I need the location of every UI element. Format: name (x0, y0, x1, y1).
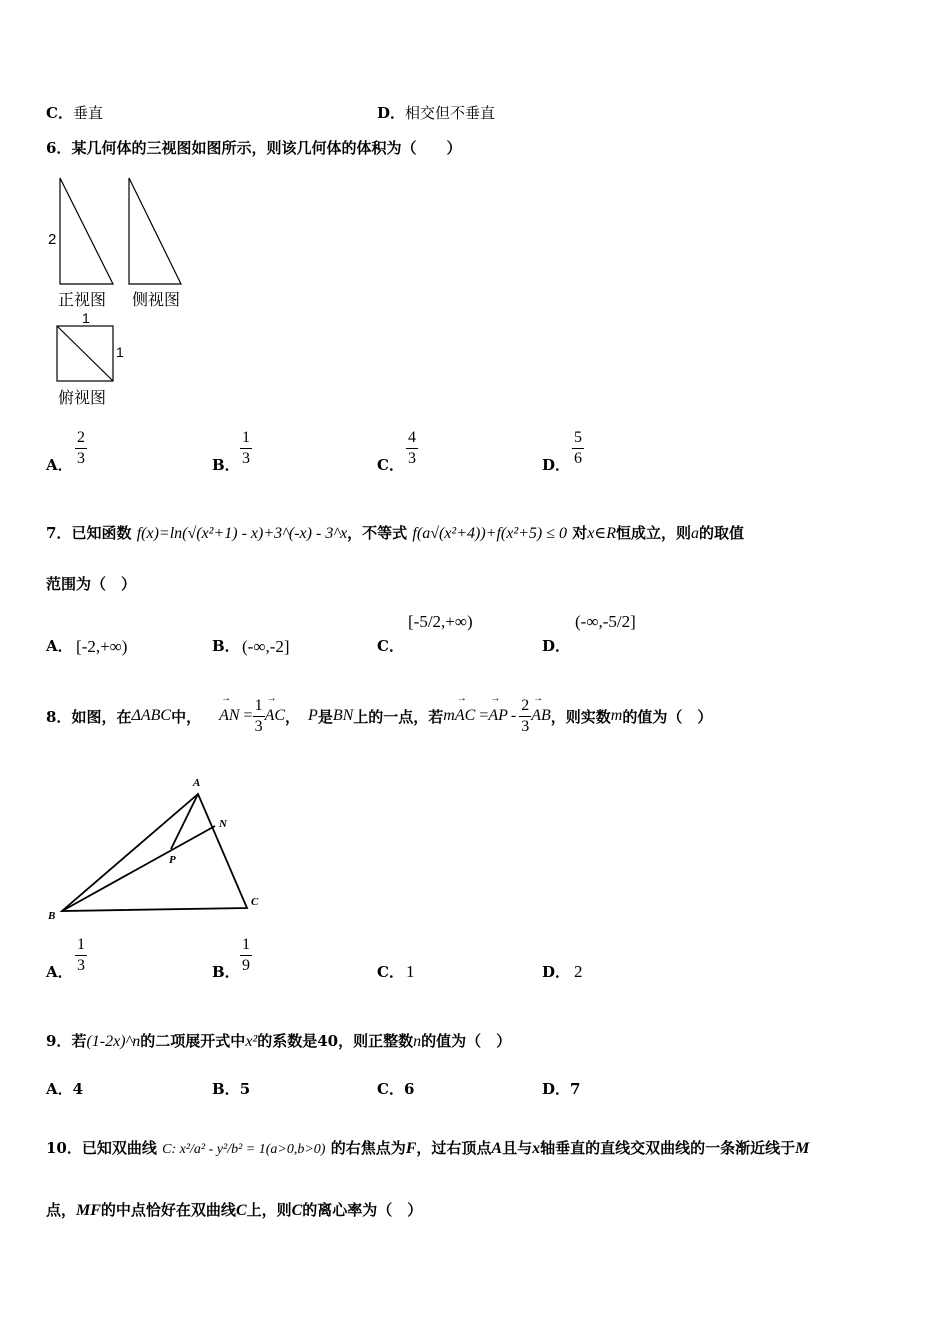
denominator: 3 (521, 717, 530, 735)
q7-option-d-value: (-∞,-5/2] (575, 612, 636, 631)
q6-stem (46, 137, 461, 158)
option-text: 垂直 (72, 104, 103, 122)
inequality: f(a√(x²+4))+f(x²+5) ≤ 0 (412, 525, 568, 542)
q8-option-d-value: 2 (574, 962, 583, 981)
q5-option-c (46, 102, 103, 123)
q8-stem (46, 694, 712, 738)
text: 中， (171, 707, 202, 726)
label-n: N (219, 818, 227, 830)
q9-option-d (542, 1078, 580, 1099)
denominator: 3 (77, 450, 85, 467)
option-value: 6 (403, 1080, 415, 1098)
point-a: A (491, 1140, 503, 1157)
three-view-figure (44, 172, 204, 412)
numerator: 4 (406, 428, 418, 449)
vector-ac: → AC (265, 707, 285, 725)
numerator: 5 (572, 428, 584, 449)
text: ，则实数 (550, 707, 611, 726)
segment-bn (62, 826, 215, 911)
condition: x∈R (587, 525, 616, 542)
q9-option-a (46, 1078, 83, 1099)
option-label: B． (212, 1080, 240, 1098)
text: 对 (572, 524, 588, 542)
q8-option-a-label: A． (46, 963, 73, 981)
numerator: 2 (519, 696, 531, 717)
q8-option-d-label: D． (542, 963, 571, 981)
variable: a (691, 525, 700, 542)
variable-m: m (610, 707, 623, 724)
q8-option-b-fraction (240, 935, 252, 976)
triangle-figure (40, 770, 280, 930)
text: 的取值 (699, 524, 745, 542)
side-view-triangle (129, 178, 181, 284)
denominator: 6 (574, 450, 582, 467)
q6-option-c-fraction (406, 428, 418, 469)
q8-option-c-value: 1 (406, 962, 415, 981)
numerator: 1 (75, 935, 87, 956)
term-x-squared: x² (245, 1033, 258, 1050)
axis-x: x (532, 1140, 541, 1157)
option-label: C． (377, 1080, 404, 1098)
vector-ab: → AB (531, 707, 551, 725)
question-text: 某几何体的三视图如图所示，则该几何体的体积为（ ） (71, 139, 462, 157)
question-number: 9． (46, 1032, 72, 1050)
numerator: 1 (253, 696, 265, 717)
text: 的右焦点为 (330, 1139, 406, 1157)
label-c: C (251, 896, 259, 908)
label-height-2: 2 (48, 231, 57, 248)
curve-c: C (235, 1202, 247, 1219)
triangle: ΔABC (131, 707, 172, 724)
front-view-triangle (60, 178, 113, 284)
function-definition: f(x)=ln(√(x²+1) - x)+3^(-x) - 3^x (136, 525, 348, 542)
equation-mac: m → AC = → AP - $\frac{2}{3}$ → AB (443, 696, 550, 737)
text: 的二项展开式中 (140, 1032, 246, 1050)
text: 的系数是40，则正整数 (257, 1032, 414, 1050)
label-top-1: 1 (82, 310, 90, 326)
label-p: P (169, 854, 176, 866)
option-label: D． (542, 1080, 571, 1098)
hyperbola-equation: C: x²/a² - y²/b² = 1(a>0,b>0) (162, 1142, 326, 1157)
q7-option-a-label: A． (46, 637, 73, 655)
question-number: 8． (46, 707, 72, 726)
q5-option-d (377, 102, 495, 123)
q6-option-b-label: B． (212, 456, 240, 474)
q6-option-b-fraction (240, 428, 252, 469)
text: 是 (317, 707, 333, 726)
q7-option-b-value: (-∞,-2] (242, 637, 290, 656)
minus-sign: - (510, 707, 517, 724)
segment-mf: MF (76, 1202, 101, 1219)
side-view-caption: 侧视图 (132, 290, 181, 309)
q7-option-a-value: [-2,+∞) (76, 637, 128, 656)
option-value: 7 (570, 1080, 581, 1098)
vector-ap: → AP (488, 707, 508, 725)
q6-option-d-label: D． (542, 456, 571, 474)
text: 且与 (502, 1139, 533, 1157)
label-right-1: 1 (116, 344, 124, 360)
q7-stem-line1 (46, 522, 744, 543)
denominator: 3 (408, 450, 416, 467)
curve-c: C (291, 1202, 303, 1219)
q6-option-c-label: C． (377, 456, 404, 474)
q7-option-c-value: [-5/2,+∞) (408, 612, 473, 631)
text: ， (285, 707, 301, 726)
q9-option-c (377, 1078, 414, 1099)
q9-stem (46, 1030, 511, 1051)
text: 上，则 (246, 1201, 292, 1219)
question-number: 7． (46, 524, 72, 542)
fraction (519, 696, 531, 737)
text: 的值为（ ） (622, 707, 713, 726)
option-value: 4 (72, 1080, 84, 1098)
denominator: 3 (242, 450, 250, 467)
option-label: D． (377, 104, 406, 122)
q9-option-b (212, 1078, 250, 1099)
text: 轴垂直的直线交双曲线的一条渐近线于 (540, 1139, 796, 1157)
denominator: 3 (77, 957, 85, 974)
text: 已知双曲线 (81, 1139, 157, 1157)
equation-an: → AN = $\frac{1}{3}$ → AC (219, 696, 285, 737)
fraction (253, 696, 265, 737)
point-m: M (795, 1140, 810, 1157)
binomial-expression: (1-2x)^n (86, 1033, 141, 1050)
text: 点， (46, 1201, 77, 1219)
segment-ap (171, 794, 198, 849)
vector-ac: → AC (455, 707, 475, 725)
option-label: C． (46, 104, 73, 122)
q8-option-b-label: B． (212, 963, 240, 981)
option-value: 5 (239, 1080, 251, 1098)
text: 的中点恰好在双曲线 (100, 1201, 236, 1219)
text: 恒成立，则 (616, 524, 692, 542)
numerator: 1 (240, 935, 252, 956)
text: 如图，在 (71, 707, 132, 726)
q8-option-a-fraction (75, 935, 87, 976)
q10-stem-line1 (46, 1137, 809, 1158)
label-b: B (48, 910, 56, 922)
point-p: P (308, 707, 318, 724)
numerator: 1 (240, 428, 252, 449)
text: 若 (71, 1032, 87, 1050)
q6-option-d-fraction (572, 428, 584, 469)
text: 的离心率为（ ） (302, 1201, 423, 1219)
top-view-diagonal (57, 326, 113, 381)
text: 已知函数 (71, 524, 132, 542)
vector-an: → AN (219, 707, 239, 725)
denominator: 3 (254, 717, 263, 735)
q8-option-c-label: C． (377, 963, 404, 981)
variable-n: n (413, 1033, 422, 1050)
text: 上的一点，若 (353, 707, 444, 726)
segment-bn: BN (332, 707, 354, 724)
denominator: 9 (242, 957, 250, 974)
front-view-caption: 正视图 (58, 290, 107, 309)
q6-option-a-label: A． (46, 456, 73, 474)
top-view-caption: 俯视图 (58, 388, 107, 407)
label-a: A (193, 777, 201, 789)
q7-option-c-label: C． (377, 637, 404, 655)
text: ，不等式 (347, 524, 408, 542)
q6-option-a-fraction (75, 428, 87, 469)
option-text: 相交但不垂直 (405, 104, 496, 122)
point-f: F (405, 1140, 417, 1157)
scalar-m: m (443, 707, 455, 724)
question-number: 6． (46, 139, 72, 157)
option-label: A． (46, 1080, 73, 1098)
text: 的值为（ ） (421, 1032, 512, 1050)
q7-stem-line2: 范围为（ ） (46, 575, 137, 593)
numerator: 2 (75, 428, 87, 449)
q7-option-b-label: B． (212, 637, 240, 655)
triangle-abc (62, 794, 247, 911)
q10-stem-line2 (46, 1199, 422, 1220)
text: ，过右顶点 (416, 1139, 492, 1157)
question-number: 10． (46, 1139, 82, 1157)
q7-option-d-label: D． (542, 637, 571, 655)
